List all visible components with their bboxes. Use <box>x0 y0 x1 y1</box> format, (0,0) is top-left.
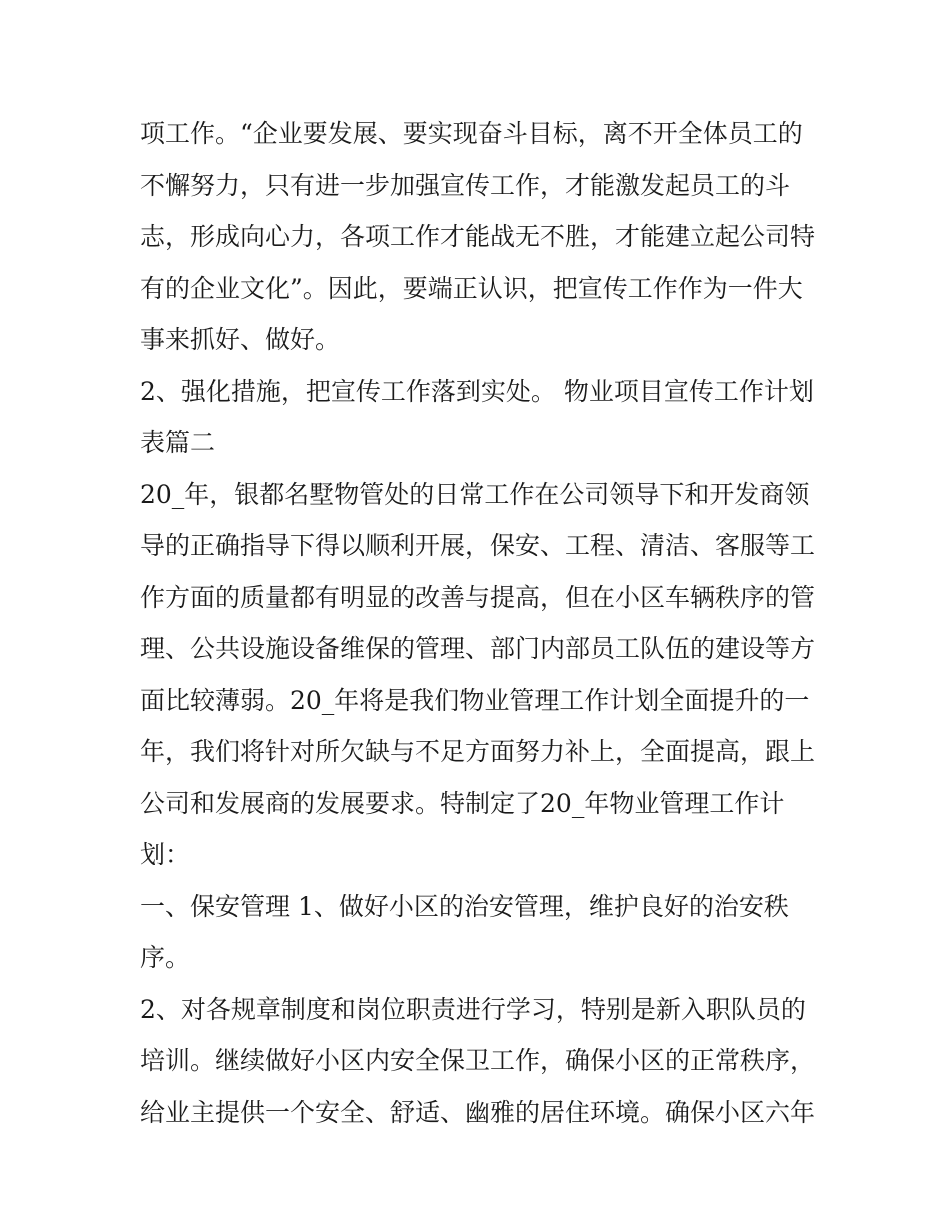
text-line: 序。 <box>140 943 191 972</box>
text-line: 导的正确指导下得以顺利开展，保安、工程、清洁、客服等工 <box>140 531 816 560</box>
text-line: 志，形成向心力，各项工作才能战无不胜，才能建立起公司特 <box>140 222 816 251</box>
text-line: 划： <box>140 840 191 869</box>
text-line: 有的企业文化”。因此，要端正认识，把宣传工作作为一件大 <box>140 273 803 303</box>
text-line: 作方面的质量都有明显的改善与提高，但在小区车辆秩序的管 <box>140 582 816 612</box>
text-line: 表篇二 <box>140 428 216 457</box>
text-line: 2、对各规章制度和岗位职责进行学习，特别是新入职队员的 <box>140 994 806 1024</box>
document-body <box>140 108 820 1138</box>
text-line: 20_年，银都名墅物管处的日常工作在公司领导下和开发商领 <box>140 479 810 509</box>
text-line: 项工作。“企业要发展、要实现奋斗目标，离不开全体员工的 <box>140 119 803 148</box>
text-line: 不懈努力，只有进一步加强宣传工作，才能激发起员工的斗 <box>140 170 791 200</box>
text-line: 培训。继续做好小区内安全保卫工作，确保小区的正常秩序， <box>140 1046 816 1075</box>
text-line: 面比较薄弱。20_年将是我们物业管理工作计划全面提升的一 <box>140 685 810 715</box>
text-line: 公司和发展商的发展要求。特制定了20_年物业管理工作计 <box>140 788 785 818</box>
text-line: 理、公共设施设备维保的管理、部门内部员工队伍的建设等方 <box>140 634 816 663</box>
text-line: 2、强化措施，把宣传工作落到实处。 物业项目宣传工作计划 <box>140 376 814 406</box>
text-line: 给业主提供一个安全、舒适、幽雅的居住环境。确保小区六年 <box>140 1097 816 1127</box>
text-line: 年，我们将针对所欠缺与不足方面努力补上，全面提高，跟上 <box>140 737 816 766</box>
text-line: 事来抓好、做好。 <box>140 325 341 354</box>
text-line: 一、保安管理 1、做好小区的治安管理，维护良好的治安秩 <box>140 891 789 921</box>
